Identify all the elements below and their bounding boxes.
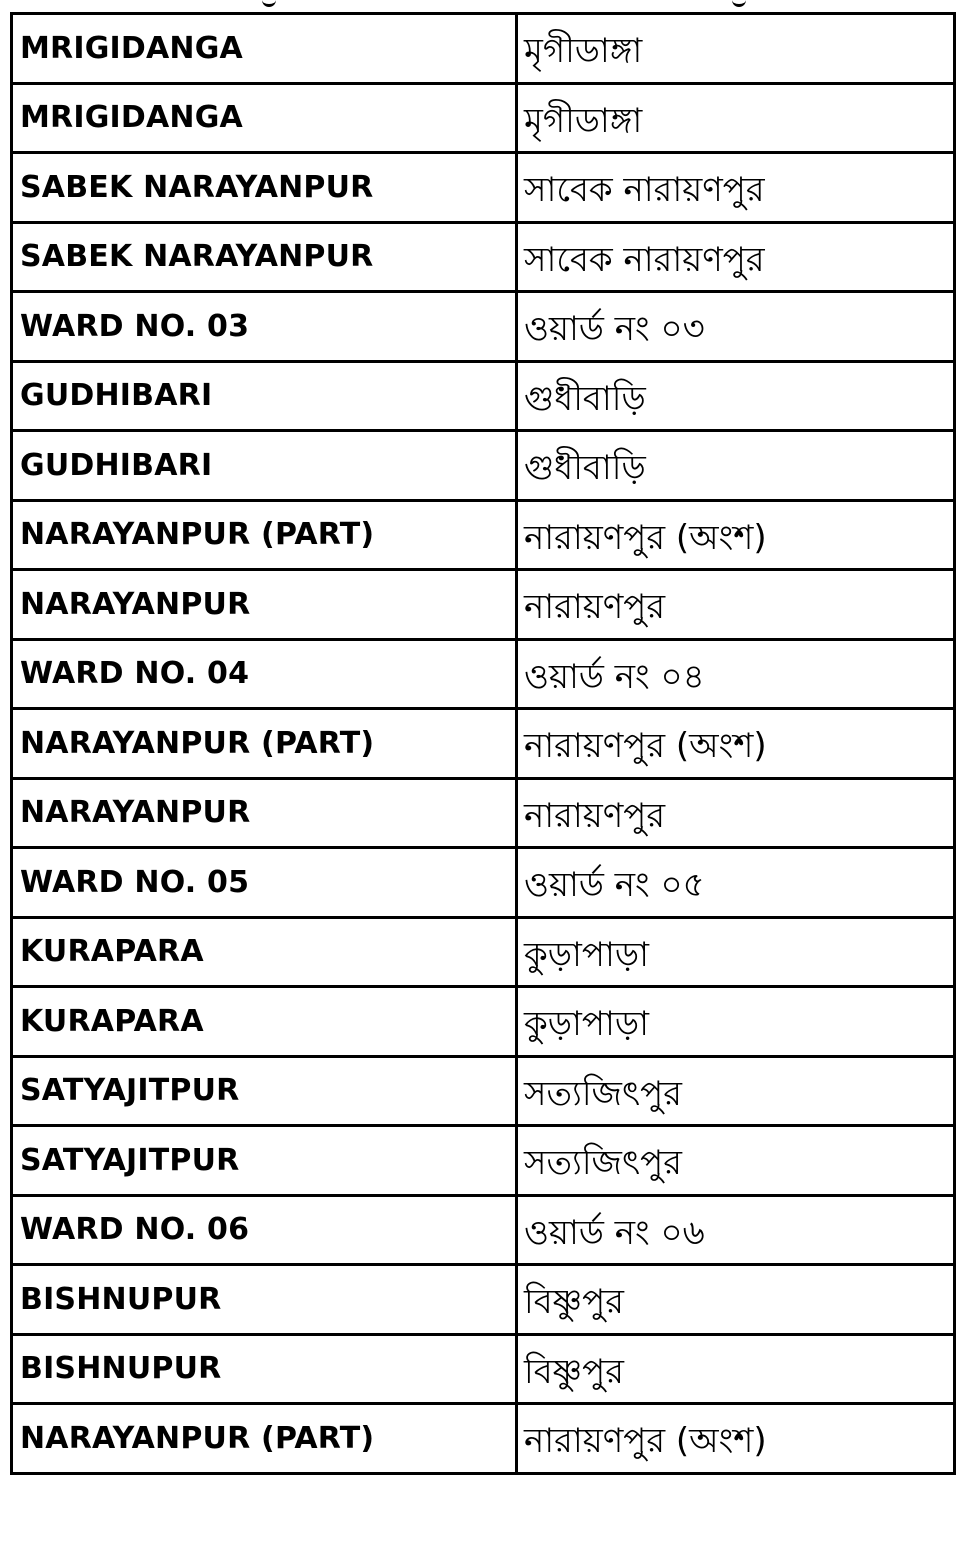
clipped-glyph (732, 0, 746, 7)
clipped-glyph (262, 0, 276, 7)
bengali-name-cell: নারায়ণপুর (অংশ) (524, 1421, 767, 1461)
table-row (10, 154, 956, 224)
table-row (10, 1197, 956, 1267)
table-row (10, 780, 956, 850)
village-name-table (10, 12, 956, 1475)
table-row (10, 919, 956, 989)
english-name-cell: KURAPARA (13, 988, 518, 1055)
english-name-cell: NARAYANPUR (PART) (13, 502, 518, 569)
table-row (10, 1405, 956, 1475)
table-row (10, 641, 956, 711)
english-name-cell: WARD NO. 03 (13, 293, 518, 360)
bengali-name-cell: ওয়ার্ড নং ০৩ (524, 309, 705, 349)
table-row (10, 571, 956, 641)
bengali-name-cell: নারায়ণপুর (অংশ) (524, 517, 767, 558)
english-name-cell: SABEK NARAYANPUR (13, 154, 518, 221)
table-row (10, 710, 956, 780)
bengali-name-cell: সত্যজিৎপুর (524, 1073, 682, 1114)
english-name-cell: SATYAJITPUR (13, 1127, 518, 1194)
bengali-name-cell: গুধীবাড়ি (524, 448, 646, 488)
table-row (10, 1127, 956, 1197)
english-name-cell: SATYAJITPUR (13, 1058, 518, 1125)
clipped-header-row (0, 0, 966, 12)
bengali-name-cell: ওয়ার্ড নং ০৫ (524, 865, 705, 905)
table-row (10, 293, 956, 363)
english-name-cell: BISHNUPUR (13, 1266, 518, 1333)
english-name-cell: WARD NO. 06 (13, 1197, 518, 1264)
english-name-cell: GUDHIBARI (13, 363, 518, 430)
table-row (10, 849, 956, 919)
bengali-name-cell: কুড়াপাড়া (524, 934, 649, 975)
bengali-name-cell: মৃগীডাঙ্গা (524, 31, 643, 71)
english-name-cell: WARD NO. 04 (13, 641, 518, 708)
english-name-cell: NARAYANPUR (13, 571, 518, 638)
english-name-cell: KURAPARA (13, 919, 518, 986)
table-row (10, 988, 956, 1058)
english-name-cell: NARAYANPUR (PART) (13, 1405, 518, 1472)
bengali-name-cell: সাবেক নারায়ণপুর (524, 170, 765, 210)
bengali-name-cell: মৃগীডাঙ্গা (524, 100, 643, 141)
table-row (10, 363, 956, 433)
bengali-name-cell: নারায়ণপুর (অংশ) (524, 726, 767, 766)
bengali-name-cell: নারায়ণপুর (524, 795, 666, 836)
english-name-cell: NARAYANPUR (PART) (13, 710, 518, 777)
bengali-name-cell: গুধীবাড়ি (524, 378, 646, 419)
bengali-name-cell: ওয়ার্ড নং ০৬ (524, 1212, 705, 1253)
english-name-cell: WARD NO. 05 (13, 849, 518, 916)
table-row (10, 1058, 956, 1128)
english-name-cell: NARAYANPUR (13, 780, 518, 847)
table-row (10, 1336, 956, 1406)
english-name-cell: GUDHIBARI (13, 432, 518, 499)
table-row (10, 224, 956, 294)
bengali-name-cell: বিষ্ণুপুর (524, 1351, 624, 1392)
bengali-name-cell: সত্যজিৎপুর (524, 1143, 682, 1183)
bengali-name-cell: ওয়ার্ড নং ০৪ (524, 656, 705, 697)
english-name-cell: MRIGIDANGA (13, 85, 518, 152)
table-row (10, 85, 956, 155)
english-name-cell: SABEK NARAYANPUR (13, 224, 518, 291)
bengali-name-cell: কুড়াপাড়া (524, 1004, 649, 1044)
table-row (10, 15, 956, 85)
bengali-name-cell: বিষ্ণুপুর (524, 1282, 624, 1322)
bengali-name-cell: সাবেক নারায়ণপুর (524, 239, 765, 280)
bengali-name-cell: নারায়ণপুর (524, 587, 666, 627)
table-row (10, 1266, 956, 1336)
english-name-cell: MRIGIDANGA (13, 15, 518, 82)
english-name-cell: BISHNUPUR (13, 1336, 518, 1403)
table-row (10, 502, 956, 572)
table-row (10, 432, 956, 502)
